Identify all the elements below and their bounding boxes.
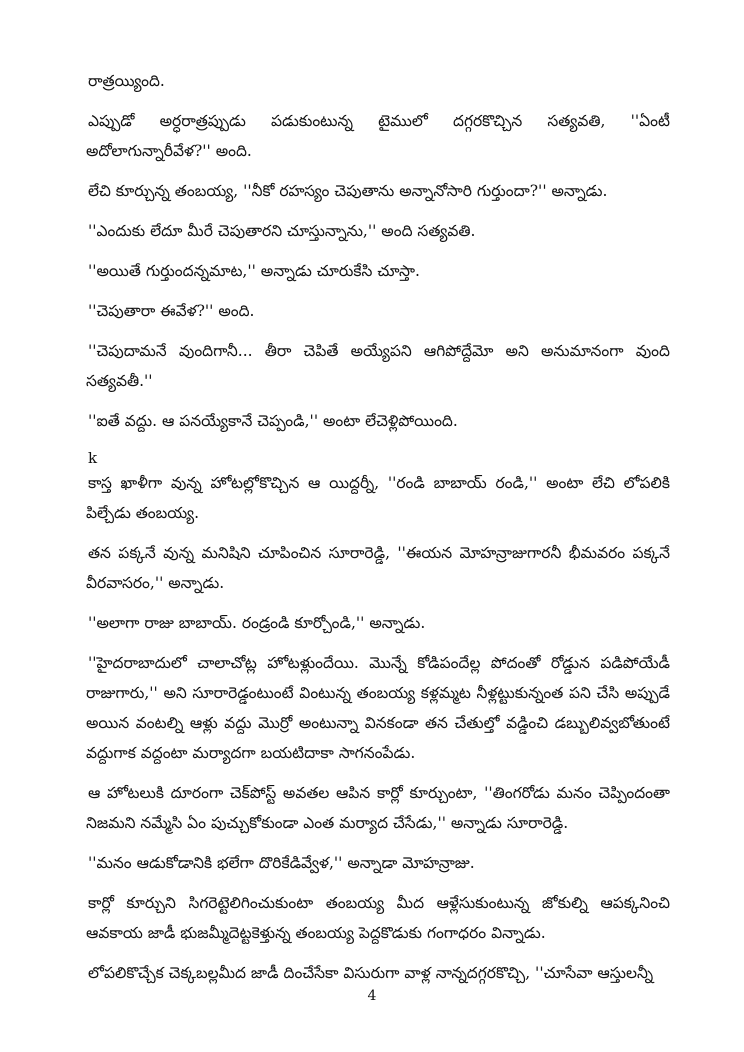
body-text [86, 66, 670, 988]
paragraph: కాస్త ఖాళీగా వున్న హోటల్లోకొచ్చిన ఆ యిద్దర్నీ, ''రండి బాబాయ్ రండి,'' అంటా లేచి లోపలికి పిల్చేడు తంబయ్య. [86, 474, 670, 522]
paragraph: లోపలికొచ్చేక చెక్కబల్లమీద జాడీ దించేసేకా విసురుగా వాళ్ల నాన్నదగ్గరకొచ్చి, ''చూసేవా ఆస్తులన్నీ [88, 964, 654, 982]
paragraph: ''అయితే గుర్తుందన్నమాట,'' అన్నాడు చూరుకేసి చూస్తా. [88, 262, 420, 280]
paragraph: ''చెపుతారా ఈవేళ?'' అంది. [88, 302, 255, 320]
paragraph: ''మనం ఆడుకోడానికి భలేగా దొరికేడివ్వేళ,'' అన్నాడా మోహన్రాజు. [88, 854, 475, 872]
page-number: 4 [367, 988, 377, 1004]
paragraph: రాత్రయ్యింది. [88, 72, 165, 90]
paragraph: లేచి కూర్చున్న తంబయ్య, ''నీకో రహస్యం చెపుతాను అన్నానోసారి గుర్తుందా?'' అన్నాడు. [88, 182, 608, 200]
paragraph: ''అలాగా రాజు బాబాయ్. రండ్రండి కూర్చోండి,'' అన్నాడు. [88, 614, 426, 632]
paragraph: ఆ హోటలుకి దూరంగా చెక్‌పోస్ట్ అవతల ఆపిన కార్లో కూర్చుంటా, ''తింగరోడు మనం చెప్పిందంతా నిజమని నమ్మేసి ఏం పుచ్చుకోకుండా ఎంత మర్యాద చేసేడు,'' అన్నాడు సూరారెడ్డి. [86, 784, 670, 832]
section-separator: k [88, 449, 98, 467]
paragraph: ''హైదరాబాదులో చాలాచోట్ల హోటళ్లుందేయి. మొన్నే కోడిపందేల్ల పోదంతో రోడ్డున పడిపోయేడీ రాజుగారు,'' అని సూరారెడ్డంటుంటే వింటున్న తంబయ్య కళ్లమ్మట నీళ్లట్టుకున్నంత పని చేసి అప్పుడే అయిన వంటల్ని ఆళ్లు వద్దు మొర్రో అంటున్నా వినకండా తన చేతుల్తో వడ్డించి డబ్బులివ్వబోతుంటే వద్దుగాక వద్దంటా మర్యాదగా బయటిదాకా సాగనంపేడు. [86, 654, 670, 762]
paragraph: ఎప్పుడో అర్ధరాత్రప్పుడు పడుకుంటున్న టైములో దగ్గరకొచ్చిన సత్యవతి, ''ఏంటీ అదోలాగున్నారీవేళ?'' అంది. [86, 112, 670, 160]
paragraph: ''ఎందుకు లేదూ మీరే చెపుతారని చూస్తున్నాను,'' అంది సత్యవతి. [88, 222, 476, 240]
paragraph: కార్లో కూర్చుని సిగరెట్టెలిగించుకుంటా తంబయ్య మీద ఆళ్లేసుకుంటున్న జోకుల్ని ఆపక్కనించి ఆవకాయ జాడీ భుజమ్మీదెట్టకెళ్తున్న తంబయ్య పెద్దకొడుకు గంగాధరం విన్నాడు. [86, 894, 670, 942]
paragraph: తన పక్కనే వున్న మనిషిని చూపించిన సూరారెడ్డి, ''ఈయన మోహన్రాజుగారనీ భీమవరం పక్కనే వీరవాసరం,'' అన్నాడు. [86, 544, 670, 592]
paragraph: ''చెపుదామనే వుందిగానీ... తీరా చెపితే అయ్యేపని ఆగిపోద్దేమో అని అనుమానంగా వుంది సత్యవతీ.'' [86, 342, 670, 390]
paragraph: ''ఐతే వద్దు. ఆ పనయ్యేకానే చెప్పండి,'' అంటా లేచెళ్లిపోయింది. [88, 412, 458, 430]
